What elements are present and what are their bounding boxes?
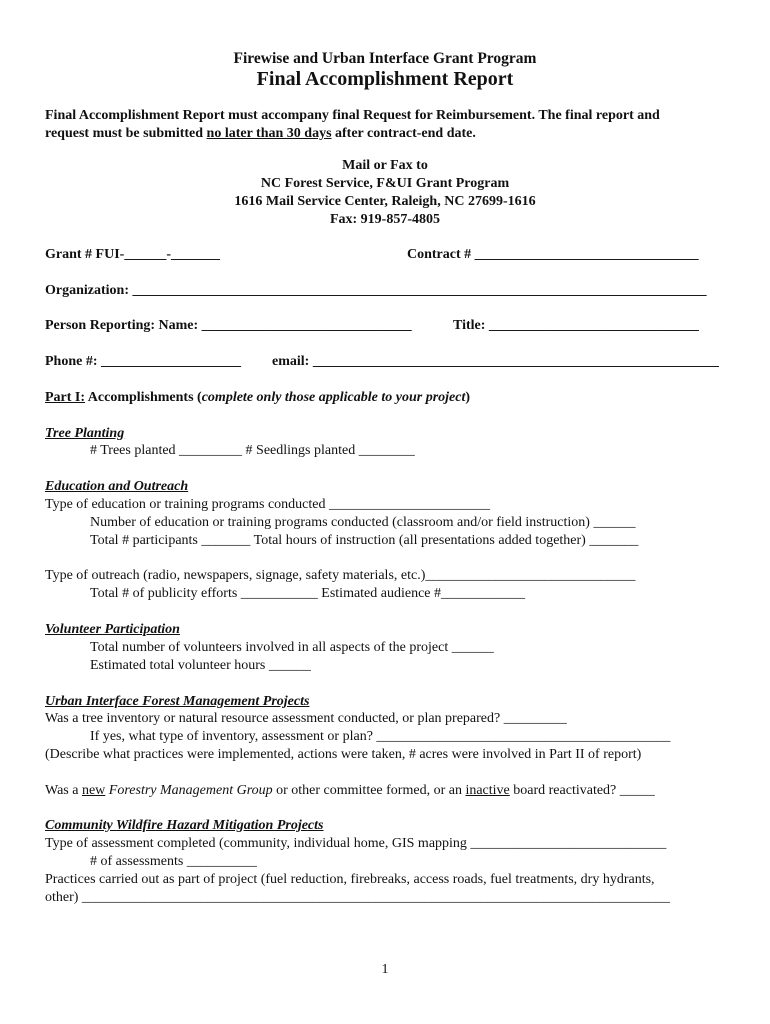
title-field[interactable]: Title: ______________________________: [453, 318, 699, 333]
notice-text-end: after contract-end date.: [331, 126, 476, 141]
fmg-new: new: [81, 783, 106, 798]
trees-planted-line[interactable]: # Trees planted _________ # Seedlings planted ________: [90, 443, 415, 458]
grant-number-field[interactable]: Grant # FUI-______-_______: [45, 247, 220, 262]
inventory-line[interactable]: Was a tree inventory or natural resource assessment conducted, or plan prepared? _________: [45, 711, 567, 726]
program-title: Firewise and Urban Interface Grant Program: [233, 50, 537, 67]
mail-line-2: NC Forest Service, F&UI Grant Program: [260, 176, 510, 191]
fmg-text-a: Was a: [45, 783, 82, 798]
urban-heading: Urban Interface Forest Management Projects: [45, 694, 310, 709]
contract-number-field[interactable]: Contract # ________________________________: [407, 247, 699, 262]
education-heading: Education and Outreach: [45, 479, 189, 494]
outreach-type-line[interactable]: Type of outreach (radio, newspapers, signage, safety materials, etc.)______________________________: [45, 568, 636, 583]
assessment-type-line[interactable]: Type of assessment completed (community, individual home, GIS mapping ____________________________: [45, 836, 667, 851]
fmg-text-c: or other committee formed, or an: [272, 783, 466, 798]
fax-number: Fax: 919-857-4805: [329, 212, 441, 227]
practices-other-line[interactable]: other) ____________________________________________________________________________________: [45, 890, 670, 905]
notice-text: request must be submitted: [45, 126, 207, 141]
page-number: 1: [381, 962, 389, 977]
volunteer-count-line[interactable]: Total number of volunteers involved in all aspects of the project ______: [90, 640, 494, 655]
mail-address: 1616 Mail Service Center, Raleigh, NC 27699-1616: [234, 194, 536, 209]
fmg-text-d: board reactivated? _____: [509, 783, 655, 798]
volunteer-heading: Volunteer Participation: [45, 622, 180, 637]
education-count-line[interactable]: Number of education or training programs conducted (classroom and/or field instruction) ______: [90, 515, 636, 530]
organization-field[interactable]: Organization: __________________________________________________________________________________: [45, 283, 707, 298]
describe-note: (Describe what practices were implemented, actions were taken, # acres were involved in Part II of report): [45, 747, 642, 762]
mail-line-1: Mail or Fax to: [342, 158, 428, 173]
assessment-count-line[interactable]: # of assessments __________: [90, 854, 257, 869]
report-title: Final Accomplishment Report: [256, 68, 514, 90]
volunteer-hours-line[interactable]: Estimated total volunteer hours ______: [90, 658, 311, 673]
part1-label: Part I:: [45, 390, 86, 405]
fmg-name: Forestry Management Group: [108, 783, 273, 798]
part1-text: Accomplishments (: [85, 390, 202, 405]
education-type-line[interactable]: Type of education or training programs conducted _______________________: [45, 497, 490, 512]
publicity-line[interactable]: Total # of publicity efforts ___________ Estimated audience #____________: [90, 586, 526, 601]
notice-line-1: Final Accomplishment Report must accompany final Request for Reimbursement. The final report and: [45, 108, 660, 123]
email-field[interactable]: email: __________________________________________________________: [272, 354, 719, 369]
practices-line: Practices carried out as part of project (fuel reduction, firebreaks, access roads, fuel treatments, dry hydrants,: [45, 872, 655, 887]
person-reporting-field[interactable]: Person Reporting: Name: ______________________________: [45, 318, 412, 333]
wildfire-heading: Community Wildfire Hazard Mitigation Projects: [45, 818, 324, 833]
part1-heading: [45, 390, 470, 406]
inventory-type-line[interactable]: If yes, what type of inventory, assessment or plan? __________________________________________: [90, 729, 671, 744]
part1-italic: complete only those applicable to your project: [201, 390, 466, 405]
notice-line-2: [45, 126, 476, 142]
fmg-inactive: inactive: [465, 783, 510, 798]
fmg-line[interactable]: [45, 783, 655, 799]
phone-field[interactable]: Phone #: ____________________: [45, 354, 241, 369]
part1-close: ): [465, 390, 471, 405]
notice-deadline: no later than 30 days: [206, 126, 332, 141]
tree-planting-heading: Tree Planting: [45, 426, 125, 441]
participants-line[interactable]: Total # participants _______ Total hours of instruction (all presentations added together) _______: [90, 533, 639, 548]
